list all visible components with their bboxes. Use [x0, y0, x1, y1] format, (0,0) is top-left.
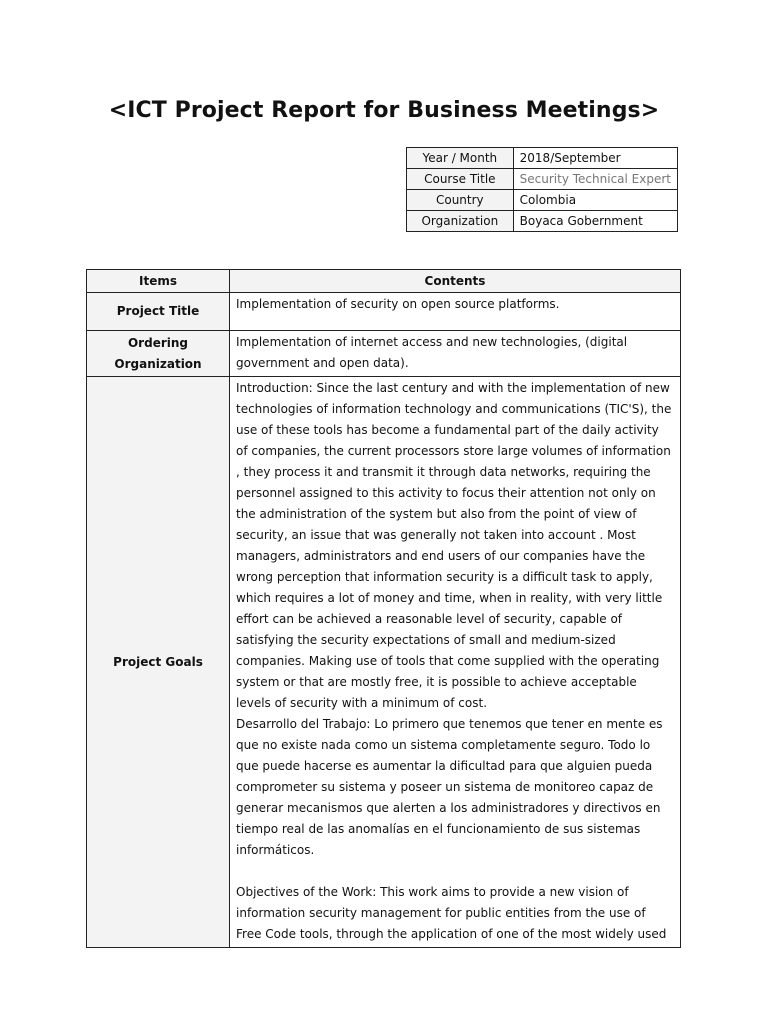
project-title-value: Implementation of security on open source platforms.: [230, 293, 681, 331]
info-table: [406, 147, 678, 232]
info-row-year-month: [407, 148, 678, 169]
year-month-label: Year / Month: [407, 148, 514, 169]
project-title-label: Project Title: [87, 293, 230, 331]
table-row-ordering-organization: [87, 331, 681, 377]
page-title: <ICT Project Report for Business Meetings>: [108, 98, 660, 123]
info-row-organization: [407, 211, 678, 232]
ordering-organization-value: Implementation of internet access and new technologies, (digital government and open data).: [230, 331, 681, 377]
info-row-course-title: [407, 169, 678, 190]
header-items: Items: [87, 270, 230, 293]
organization-value: Boyaca Gobernment: [513, 211, 677, 232]
paragraph-spacer: [236, 861, 674, 882]
country-label: Country: [407, 190, 514, 211]
year-month-value: 2018/September: [513, 148, 677, 169]
table-row-project-title: [87, 293, 681, 331]
course-title-label: Course Title: [407, 169, 514, 190]
project-table: [86, 269, 681, 948]
project-goals-label: Project Goals: [87, 377, 230, 948]
course-title-value: Security Technical Expert: [513, 169, 677, 190]
project-goals-value: [230, 377, 681, 948]
table-header-row: [87, 270, 681, 293]
ordering-organization-label: Ordering Organization: [87, 331, 230, 377]
info-row-country: [407, 190, 678, 211]
goals-objectives-paragraph: Objectives of the Work: This work aims to provide a new vision of information security management for public entities from the use of Free Code tools, through the application of one of the most widely used: [236, 885, 667, 941]
goals-desarrollo-paragraph: Desarrollo del Trabajo: Lo primero que tenemos que tener en mente es que no existe nada como un sistema completamente seguro. Todo lo que puede hacerse es aumentar la dificultad para que alguien pueda comprometer su sistema y poseer un sistema de monitoreo capaz de generar mecanismos que alerten a los administradores y directivos en tiempo real de las anomalías en el funcionamiento de sus sistemas informáticos.: [236, 717, 663, 857]
country-value: Colombia: [513, 190, 677, 211]
organization-label: Organization: [407, 211, 514, 232]
goals-introduction-paragraph: Introduction: Since the last century and with the implementation of new technologies of information technology and communications (TIC'S), the use of these tools has become a fundamental part of the daily activity of companies, the current processors store large volumes of information , they process it and transmit it through data networks, requiring the personnel assigned to this activity to focus their attention not only on the administration of the system but also from the point of view of security, an issue that was generally not taken into account . Most managers, administrators and end users of our companies have the wrong perception that information security is a difficult task to apply, which requires a lot of money and time, when in reality, with very little effort can be achieved a reasonable level of security, capable of satisfying the security expectations of small and medium-sized companies. Making use of tools that come supplied with the operating system or that are mostly free, it is possible to achieve acceptable levels of security with a minimum of cost.: [236, 381, 672, 710]
table-row-project-goals: [87, 377, 681, 948]
header-contents: Contents: [230, 270, 681, 293]
